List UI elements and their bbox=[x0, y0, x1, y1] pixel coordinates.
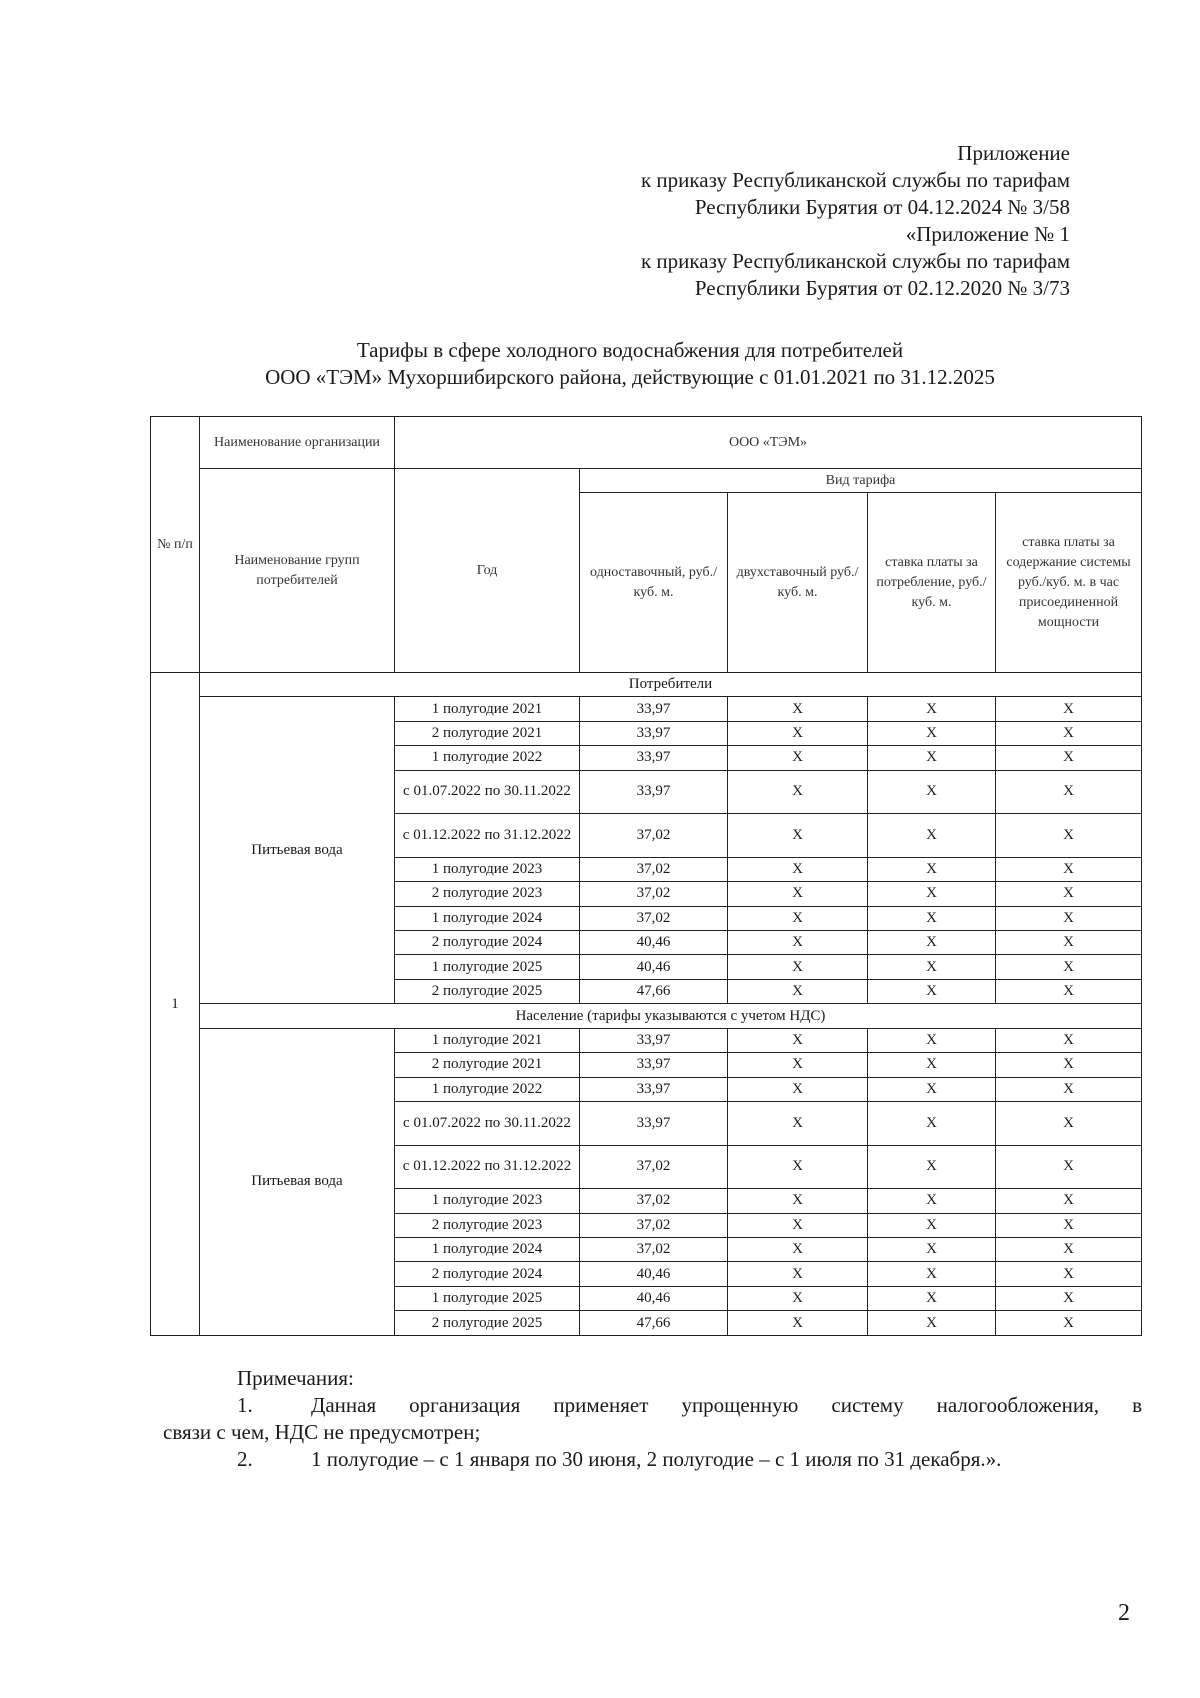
group-label-header: Наименование групп потребителей bbox=[200, 469, 395, 673]
double-rate-cell: X bbox=[728, 882, 868, 906]
consumption-rate-header: ставка платы за потребление, руб./ куб. м. bbox=[868, 493, 996, 673]
single-rate-cell: 47,66 bbox=[580, 1311, 728, 1336]
maintenance-rate-header: ставка платы за содержание системы руб./куб. м. в час присоединенной мощности bbox=[996, 493, 1142, 673]
single-rate-cell: 40,46 bbox=[580, 1262, 728, 1286]
double-rate-cell: X bbox=[728, 931, 868, 955]
period-cell: 1 полугодие 2021 bbox=[395, 697, 580, 721]
maintenance-rate-cell: X bbox=[996, 955, 1142, 979]
section-row bbox=[151, 673, 1142, 697]
consumption-rate-cell: X bbox=[868, 979, 996, 1003]
single-rate-cell: 40,46 bbox=[580, 1286, 728, 1310]
single-rate-cell: 40,46 bbox=[580, 931, 728, 955]
double-rate-cell: X bbox=[728, 1102, 868, 1146]
single-rate-cell: 37,02 bbox=[580, 1237, 728, 1261]
single-rate-cell: 37,02 bbox=[580, 814, 728, 858]
consumption-rate-cell: X bbox=[868, 770, 996, 814]
single-rate-cell: 37,02 bbox=[580, 1145, 728, 1189]
consumption-rate-cell: X bbox=[868, 1311, 996, 1336]
maintenance-rate-cell: X bbox=[996, 697, 1142, 721]
double-rate-cell: X bbox=[728, 1311, 868, 1336]
single-rate-cell: 33,97 bbox=[580, 721, 728, 745]
page-number: 2 bbox=[1118, 1600, 1130, 1626]
consumption-rate-cell: X bbox=[868, 1189, 996, 1213]
consumption-rate-cell: X bbox=[868, 1213, 996, 1237]
tariff-type-header: Вид тарифа bbox=[580, 469, 1142, 493]
double-rate-cell: X bbox=[728, 1286, 868, 1310]
period-cell: 2 полугодие 2023 bbox=[395, 882, 580, 906]
consumption-rate-cell: X bbox=[868, 1286, 996, 1310]
note-number: 2. bbox=[237, 1447, 253, 1471]
note-item-2 bbox=[237, 1446, 1142, 1473]
document-title bbox=[140, 337, 1120, 391]
period-cell: 1 полугодие 2021 bbox=[395, 1028, 580, 1052]
single-rate-cell: 33,97 bbox=[580, 1077, 728, 1101]
single-rate-cell: 40,46 bbox=[580, 955, 728, 979]
period-cell: с 01.07.2022 по 30.11.2022 bbox=[395, 1102, 580, 1146]
double-rate-cell: X bbox=[728, 814, 868, 858]
double-rate-cell: X bbox=[728, 746, 868, 770]
single-rate-cell: 33,97 bbox=[580, 770, 728, 814]
period-cell: 2 полугодие 2023 bbox=[395, 1213, 580, 1237]
consumption-rate-cell: X bbox=[868, 1145, 996, 1189]
appendix-header bbox=[641, 140, 1070, 302]
consumption-rate-cell: X bbox=[868, 1028, 996, 1052]
consumption-rate-cell: X bbox=[868, 1102, 996, 1146]
period-cell: 2 полугодие 2025 bbox=[395, 1311, 580, 1336]
notes-heading: Примечания: bbox=[237, 1366, 354, 1390]
single-rate-cell: 33,97 bbox=[580, 697, 728, 721]
period-cell: 2 полугодие 2021 bbox=[395, 721, 580, 745]
single-rate-cell: 33,97 bbox=[580, 1028, 728, 1052]
period-cell: 1 полугодие 2024 bbox=[395, 1237, 580, 1261]
year-label-header: Год bbox=[395, 469, 580, 673]
consumption-rate-cell: X bbox=[868, 931, 996, 955]
consumption-rate-cell: X bbox=[868, 1077, 996, 1101]
period-cell: с 01.07.2022 по 30.11.2022 bbox=[395, 770, 580, 814]
double-rate-cell: X bbox=[728, 1237, 868, 1261]
header-line: Республики Бурятия от 02.12.2020 № 3/73 bbox=[694, 276, 1070, 300]
note-text: 1 полугодие – с 1 января по 30 июня, 2 полугодие – с 1 июля по 31 декабря.». bbox=[311, 1447, 1002, 1471]
single-rate-cell: 37,02 bbox=[580, 882, 728, 906]
single-rate-cell: 47,66 bbox=[580, 979, 728, 1003]
consumption-rate-cell: X bbox=[868, 1237, 996, 1261]
period-cell: 2 полугодие 2021 bbox=[395, 1053, 580, 1077]
maintenance-rate-cell: X bbox=[996, 770, 1142, 814]
period-cell: 1 полугодие 2025 bbox=[395, 1286, 580, 1310]
period-cell: 1 полугодие 2024 bbox=[395, 906, 580, 930]
consumption-rate-cell: X bbox=[868, 882, 996, 906]
maintenance-rate-cell: X bbox=[996, 1286, 1142, 1310]
maintenance-rate-cell: X bbox=[996, 1145, 1142, 1189]
period-cell: 1 полугодие 2022 bbox=[395, 1077, 580, 1101]
period-cell: 1 полугодие 2022 bbox=[395, 746, 580, 770]
header-line: к приказу Республиканской службы по тарифам bbox=[640, 168, 1070, 192]
table-row bbox=[151, 1028, 1142, 1052]
consumption-rate-cell: X bbox=[868, 697, 996, 721]
single-rate-cell: 37,02 bbox=[580, 906, 728, 930]
maintenance-rate-cell: X bbox=[996, 882, 1142, 906]
consumption-rate-cell: X bbox=[868, 1262, 996, 1286]
maintenance-rate-cell: X bbox=[996, 1102, 1142, 1146]
note-text: связи с чем, НДС не предусмотрен; bbox=[163, 1420, 481, 1444]
title-line-2: ООО «ТЭМ» Мухоршибирского района, действующие с 01.01.2021 по 31.12.2025 bbox=[265, 365, 995, 389]
maintenance-rate-cell: X bbox=[996, 857, 1142, 881]
maintenance-rate-cell: X bbox=[996, 1311, 1142, 1336]
note-item-1-continued bbox=[163, 1419, 1142, 1446]
maintenance-rate-cell: X bbox=[996, 814, 1142, 858]
consumption-rate-cell: X bbox=[868, 814, 996, 858]
maintenance-rate-cell: X bbox=[996, 721, 1142, 745]
consumer-group-cell: Питьевая вода bbox=[200, 697, 395, 1004]
maintenance-rate-cell: X bbox=[996, 1053, 1142, 1077]
note-item-1 bbox=[237, 1392, 1142, 1419]
consumption-rate-cell: X bbox=[868, 1053, 996, 1077]
note-number: 1. bbox=[237, 1393, 253, 1417]
maintenance-rate-cell: X bbox=[996, 1189, 1142, 1213]
period-cell: 1 полугодие 2025 bbox=[395, 955, 580, 979]
single-rate-cell: 37,02 bbox=[580, 857, 728, 881]
col-number-header: № п/п bbox=[151, 417, 200, 673]
double-rate-cell: X bbox=[728, 721, 868, 745]
double-rate-cell: X bbox=[728, 1213, 868, 1237]
single-rate-cell: 33,97 bbox=[580, 1053, 728, 1077]
double-rate-cell: X bbox=[728, 1262, 868, 1286]
row-number-cell: 1 bbox=[151, 673, 200, 1336]
period-cell: с 01.12.2022 по 31.12.2022 bbox=[395, 814, 580, 858]
double-rate-cell: X bbox=[728, 1145, 868, 1189]
note-text: Данная организация применяет упрощенную систему налогообложения, в bbox=[311, 1393, 1142, 1417]
period-cell: 2 полугодие 2024 bbox=[395, 1262, 580, 1286]
consumption-rate-cell: X bbox=[868, 857, 996, 881]
org-name-header: ООО «ТЭМ» bbox=[395, 417, 1142, 469]
notes bbox=[163, 1365, 1142, 1473]
consumption-rate-cell: X bbox=[868, 746, 996, 770]
period-cell: 2 полугодие 2025 bbox=[395, 979, 580, 1003]
consumer-group-cell: Питьевая вода bbox=[200, 1028, 395, 1335]
double-rate-cell: X bbox=[728, 697, 868, 721]
org-label-header: Наименование организации bbox=[200, 417, 395, 469]
consumption-rate-cell: X bbox=[868, 906, 996, 930]
maintenance-rate-cell: X bbox=[996, 1213, 1142, 1237]
header-line: «Приложение № 1 bbox=[905, 222, 1070, 246]
tariff-table bbox=[150, 416, 1142, 1336]
single-rate-cell: 37,02 bbox=[580, 1213, 728, 1237]
double-rate-cell: X bbox=[728, 770, 868, 814]
maintenance-rate-cell: X bbox=[996, 906, 1142, 930]
double-rate-cell: X bbox=[728, 1053, 868, 1077]
single-rate-cell: 33,97 bbox=[580, 1102, 728, 1146]
maintenance-rate-cell: X bbox=[996, 1077, 1142, 1101]
consumption-rate-cell: X bbox=[868, 955, 996, 979]
maintenance-rate-cell: X bbox=[996, 746, 1142, 770]
section-row bbox=[151, 1004, 1142, 1028]
double-rate-cell: X bbox=[728, 906, 868, 930]
double-rate-cell: X bbox=[728, 1189, 868, 1213]
maintenance-rate-cell: X bbox=[996, 979, 1142, 1003]
maintenance-rate-cell: X bbox=[996, 1028, 1142, 1052]
double-rate-cell: X bbox=[728, 1028, 868, 1052]
header-line: Приложение bbox=[957, 141, 1070, 165]
period-cell: 1 полугодие 2023 bbox=[395, 1189, 580, 1213]
consumption-rate-cell: X bbox=[868, 721, 996, 745]
maintenance-rate-cell: X bbox=[996, 1262, 1142, 1286]
single-rate-cell: 33,97 bbox=[580, 746, 728, 770]
double-rate-cell: X bbox=[728, 955, 868, 979]
period-cell: с 01.12.2022 по 31.12.2022 bbox=[395, 1145, 580, 1189]
double-rate-cell: X bbox=[728, 1077, 868, 1101]
double-rate-cell: X bbox=[728, 979, 868, 1003]
title-line-1: Тарифы в сфере холодного водоснабжения для потребителей bbox=[356, 338, 904, 362]
double-rate-header: двухставочный руб./ куб. м. bbox=[728, 493, 868, 673]
maintenance-rate-cell: X bbox=[996, 931, 1142, 955]
header-line: Республики Бурятия от 04.12.2024 № 3/58 bbox=[694, 195, 1070, 219]
header-line: к приказу Республиканской службы по тарифам bbox=[640, 249, 1070, 273]
maintenance-rate-cell: X bbox=[996, 1237, 1142, 1261]
table-row bbox=[151, 697, 1142, 721]
single-rate-cell: 37,02 bbox=[580, 1189, 728, 1213]
period-cell: 2 полугодие 2024 bbox=[395, 931, 580, 955]
section-title: Население (тарифы указываются с учетом НДС) bbox=[200, 1004, 1142, 1028]
period-cell: 1 полугодие 2023 bbox=[395, 857, 580, 881]
section-title: Потребители bbox=[200, 673, 1142, 697]
double-rate-cell: X bbox=[728, 857, 868, 881]
single-rate-header: одноставочный, руб./ куб. м. bbox=[580, 493, 728, 673]
